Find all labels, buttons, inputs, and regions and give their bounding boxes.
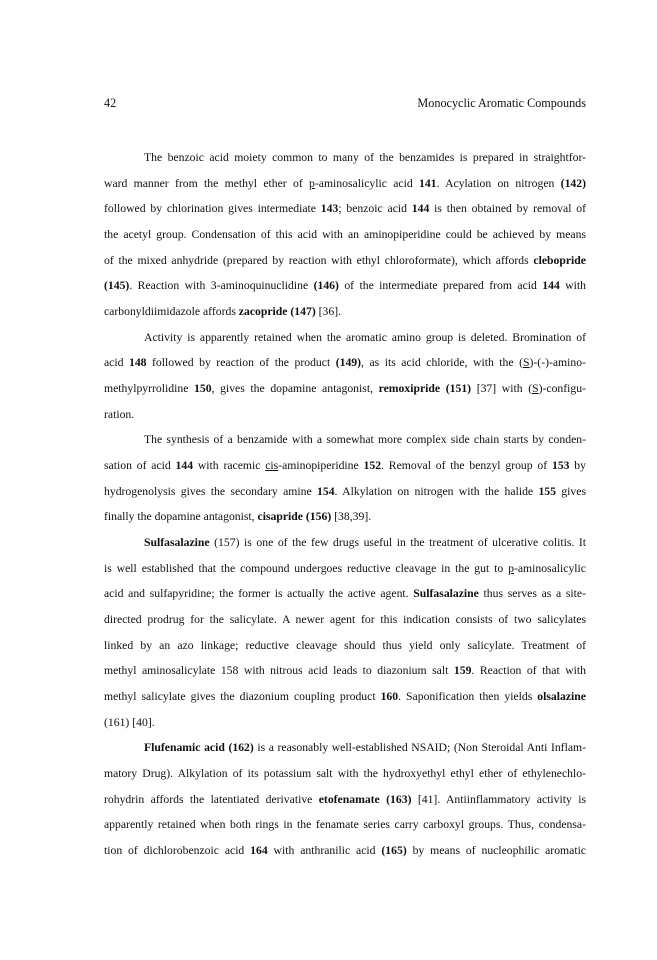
text-run: -aminosalicylic bbox=[513, 561, 586, 575]
text-run: directed prodrug for the salicylate. A newer agent for this indication consists of two salicylates bbox=[104, 613, 586, 627]
running-title: Monocyclic Aromatic Compounds bbox=[417, 96, 586, 110]
text-run: is then obtained by removal of bbox=[429, 202, 586, 216]
text-run: of the mixed anhydride (prepared by reaction with ethyl chloroformate), which affords bbox=[104, 253, 534, 267]
bold-term: 144 bbox=[542, 279, 560, 293]
text-line bbox=[104, 658, 586, 684]
text-run: with anthranilic acid bbox=[267, 844, 382, 858]
text-run: with bbox=[559, 279, 586, 293]
text-run: ration. bbox=[104, 407, 135, 421]
bold-term: (147) bbox=[290, 305, 316, 319]
bold-term: 141 bbox=[418, 176, 437, 190]
text-line bbox=[104, 504, 586, 530]
text-line bbox=[104, 787, 586, 813]
text-run: The benzoic acid moiety common to many of the benzamides is prepared in straightfor- bbox=[144, 151, 586, 164]
text-line bbox=[104, 838, 586, 864]
text-run: apparently retained when both rings in the fenamate series carry carboxyl groups. Thus, condensa- bbox=[104, 818, 586, 832]
paragraph bbox=[104, 325, 586, 428]
text-run: of the intermediate prepared from acid bbox=[338, 279, 543, 293]
bold-term: (151) bbox=[445, 382, 472, 396]
text-run: . Saponification then yields bbox=[398, 690, 538, 704]
text-run: )-configu- bbox=[538, 382, 586, 396]
text-line bbox=[104, 299, 586, 325]
text-run: methylpyrrolidine bbox=[104, 382, 195, 396]
bold-term: 155 bbox=[538, 484, 556, 498]
text-run: hydrogenolysis gives the secondary amine bbox=[104, 484, 318, 498]
text-run: is well established that the compound undergoes reductive cleavage in the gut to bbox=[104, 561, 509, 575]
bold-term: (145) bbox=[104, 279, 130, 293]
bold-term: (142) bbox=[560, 176, 586, 190]
text-line bbox=[104, 530, 586, 556]
text-run: matory Drug). Alkylation of its potassium salt with the hydroxyethyl ethyl ether of ethylenechlo- bbox=[104, 767, 586, 781]
text-line bbox=[104, 633, 586, 659]
text-line bbox=[104, 479, 586, 505]
bold-term: 148 bbox=[128, 356, 147, 370]
text-run: with racemic bbox=[193, 459, 266, 473]
text-line bbox=[104, 273, 586, 299]
text-run: finally the dopamine antagonist, bbox=[104, 510, 258, 524]
bold-term: Sulfasalazine bbox=[413, 587, 479, 601]
paragraph bbox=[104, 735, 586, 863]
underlined-term: S bbox=[523, 356, 530, 370]
paragraph bbox=[104, 145, 586, 325]
text-line bbox=[104, 145, 586, 171]
text-run: ward manner from the methyl ether of bbox=[104, 176, 310, 190]
text-run: followed by chlorination gives intermediate bbox=[104, 202, 321, 216]
text-run: [37] with ( bbox=[471, 382, 533, 396]
text-run: [36]. bbox=[315, 305, 342, 319]
text-line bbox=[104, 607, 586, 633]
text-line bbox=[104, 248, 586, 274]
bold-term: (162) bbox=[228, 741, 254, 755]
text-run: followed by reaction of the product bbox=[146, 356, 336, 370]
page-header bbox=[104, 96, 586, 110]
text-line bbox=[104, 171, 586, 197]
text-run: rohydrin affords the latentiated derivative bbox=[104, 792, 319, 806]
text-line bbox=[104, 222, 586, 248]
body-text bbox=[104, 145, 586, 864]
text-run: thus serves as a site- bbox=[478, 587, 586, 601]
bold-term: olsalazine bbox=[537, 690, 586, 704]
text-line bbox=[104, 761, 586, 787]
text-run: (161) [40]. bbox=[104, 715, 155, 729]
bold-term: 152 bbox=[363, 459, 382, 473]
text-run: ; benzoic acid bbox=[338, 202, 412, 216]
text-line bbox=[104, 402, 586, 428]
text-line bbox=[104, 556, 586, 582]
text-run: . Acylation on nitrogen bbox=[436, 176, 561, 190]
underlined-term: S bbox=[532, 382, 539, 396]
bold-term: 153 bbox=[551, 459, 570, 473]
text-run: -aminosalicylic acid bbox=[314, 176, 419, 190]
text-run: )-(-)-amino- bbox=[529, 356, 586, 370]
text-line bbox=[104, 812, 586, 838]
text-run: methyl aminosalicylate 158 with nitrous acid leads to diazonium salt bbox=[104, 664, 454, 678]
text-line bbox=[104, 427, 586, 453]
bold-term: 144 bbox=[175, 459, 194, 473]
bold-term: (165) bbox=[381, 844, 407, 858]
text-run: , as its acid chloride, with the ( bbox=[361, 356, 523, 370]
text-run: -aminopiperidine bbox=[278, 459, 364, 473]
text-run: . Reaction with 3-aminoquinuclidine bbox=[129, 279, 314, 293]
text-run: The synthesis of a benzamide with a somewhat more complex side chain starts by conden- bbox=[144, 433, 586, 447]
text-run: acid bbox=[104, 356, 129, 370]
text-run: methyl salicylate gives the diazonium coupling product bbox=[104, 690, 381, 704]
text-run: is a reasonably well-established NSAID; (Non Steroidal Anti Inflam- bbox=[253, 741, 586, 755]
text-run: [41]. Antiinflammatory activity is bbox=[411, 792, 586, 806]
text-line bbox=[104, 376, 586, 402]
bold-term: 160 bbox=[380, 690, 399, 704]
text-run: gives bbox=[555, 484, 586, 498]
text-line bbox=[104, 735, 586, 761]
bold-term: 164 bbox=[250, 844, 268, 858]
bold-term: clebopride bbox=[533, 253, 586, 267]
text-run: , gives the dopamine antagonist, bbox=[211, 382, 379, 396]
bold-term: remoxipride bbox=[378, 382, 441, 396]
page-number: 42 bbox=[104, 96, 117, 110]
text-run: the acetyl group. Condensation of this acid with an aminopiperidine could be achieved by means bbox=[104, 228, 586, 242]
bold-term: etofenamate bbox=[318, 792, 380, 806]
underlined-term: cis bbox=[265, 459, 279, 473]
bold-term: 143 bbox=[320, 202, 339, 216]
paragraph bbox=[104, 427, 586, 530]
text-run: . Reaction of that with bbox=[471, 664, 586, 678]
text-line bbox=[104, 453, 586, 479]
bold-term: Sulfasalazine bbox=[144, 536, 210, 550]
bold-term: cisapride bbox=[257, 510, 303, 524]
bold-term: (156) bbox=[305, 510, 332, 524]
text-run: [38,39]. bbox=[331, 510, 372, 524]
bold-term: (163) bbox=[386, 792, 412, 806]
bold-term: 144 bbox=[411, 202, 430, 216]
text-line bbox=[104, 581, 586, 607]
text-line bbox=[104, 710, 586, 736]
text-run: acid and sulfapyridine; the former is actually the active agent. bbox=[104, 587, 414, 601]
bold-term: 159 bbox=[453, 664, 472, 678]
text-line bbox=[104, 350, 586, 376]
text-run: sation of acid bbox=[104, 459, 176, 473]
paragraph bbox=[104, 530, 586, 735]
text-run: . Alkylation on nitrogen with the halide bbox=[334, 484, 539, 498]
text-run: carbonyldiimidazole affords bbox=[104, 305, 239, 319]
text-run: by bbox=[569, 459, 586, 473]
bold-term: 154 bbox=[317, 484, 335, 498]
text-run: . Removal of the benzyl group of bbox=[381, 459, 552, 473]
text-line bbox=[104, 196, 586, 222]
text-run: linked by an azo linkage; reductive cleavage should thus yield only salicylate. Treatment of bbox=[104, 638, 586, 652]
text-line bbox=[104, 684, 586, 710]
bold-term: Flufenamic acid bbox=[144, 741, 225, 755]
text-line bbox=[104, 325, 586, 351]
bold-term: (146) bbox=[313, 279, 339, 293]
underlined-term: p bbox=[309, 176, 315, 190]
underlined-term: p bbox=[508, 561, 514, 575]
text-run: Activity is apparently retained when the aromatic amino group is deleted. Bromination of bbox=[144, 330, 586, 344]
bold-term: zacopride bbox=[238, 305, 288, 319]
text-run: tion of dichlorobenzoic acid bbox=[104, 844, 251, 858]
text-run: by means of nucleophilic aromatic bbox=[406, 844, 586, 858]
bold-term: (149) bbox=[335, 356, 362, 370]
text-run: (157) is one of the few drugs useful in the treatment of ulcerative colitis. It bbox=[209, 536, 586, 550]
bold-term: 150 bbox=[194, 382, 212, 396]
